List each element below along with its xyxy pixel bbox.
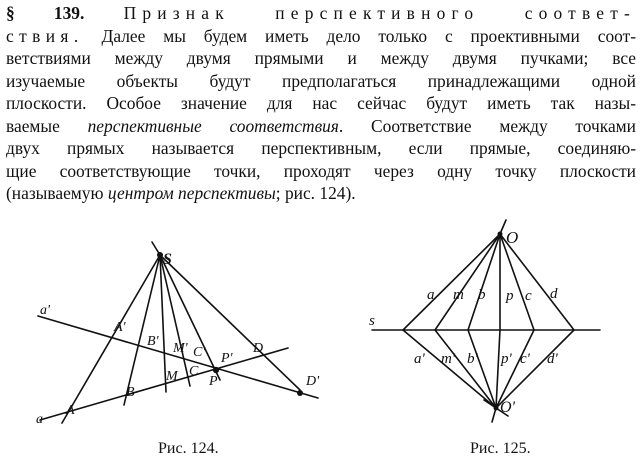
ray-O2-p: [496, 330, 500, 408]
section-number: § 139.: [6, 3, 85, 23]
label-P-prime: P': [221, 351, 233, 366]
label-c: c: [525, 288, 532, 304]
paragraph-line: ветствиями между двумя прямыми и между двумя пучками; все: [6, 48, 636, 68]
label-m: m: [453, 287, 464, 303]
paragraph-text: Далее мы будем иметь дело только с проективными соот-: [83, 25, 636, 46]
ray-O-b: [468, 234, 500, 330]
ray-O-m: [435, 234, 500, 330]
label-a: a: [36, 412, 43, 427]
label-S: S: [163, 251, 172, 268]
label-D-prime: D': [306, 374, 320, 389]
paragraph-text: (называемую: [6, 183, 108, 203]
ray-O-a: [403, 234, 500, 330]
label-c-prime: c': [520, 351, 530, 367]
label-O: O: [506, 228, 519, 247]
label-P: P: [209, 374, 218, 389]
label-a-prime: a': [40, 303, 50, 318]
label-p: p: [506, 288, 514, 304]
paragraph-text: . Соответствие между точками: [338, 115, 636, 136]
paragraph-line: щие соответствующие точки, проходят через одну точку плоскости: [6, 160, 636, 181]
ray-O2-c: [496, 330, 534, 408]
label-a: a: [427, 287, 435, 303]
label-d: d: [550, 286, 558, 302]
label-b: b: [478, 287, 486, 303]
label-C-prime: C': [193, 345, 206, 360]
label-m-prime: m': [441, 351, 456, 367]
caption-fig124: Рис. 124.: [158, 440, 219, 457]
label-s: s: [369, 313, 375, 329]
label-O-prime: O': [500, 399, 515, 416]
label-B-prime: B': [147, 334, 159, 349]
point-O: [498, 232, 503, 237]
paragraph-line: двух прямых называется перспективным, если прямые, соединяю-: [6, 138, 636, 158]
point-O-prime: [494, 406, 499, 411]
section-heading-end: ствия.: [6, 25, 84, 46]
label-C: C: [189, 364, 199, 379]
label-D: D: [253, 341, 264, 356]
term-italic: перспективные соответствия: [87, 115, 339, 136]
ray-O-d: [500, 234, 574, 330]
label-M-prime: M': [173, 341, 188, 356]
paragraph-text: ваемые: [6, 115, 88, 136]
paragraph-text: ; рис. 124).: [275, 183, 356, 203]
label-B: B: [126, 385, 135, 400]
label-A-prime: A': [114, 320, 126, 335]
label-b-prime: b': [467, 351, 478, 367]
ray-O2-m: [435, 330, 496, 408]
term-italic: центром перспективы: [107, 183, 276, 203]
label-d-prime: d': [547, 351, 558, 367]
label-A: A: [66, 403, 75, 418]
section-heading: Признак перспективного соответ-: [123, 3, 636, 23]
label-p-prime: p': [501, 351, 512, 367]
paragraph-line: плоскости. Особое значение для нас сейчас будут иметь так назы-: [6, 93, 636, 113]
ray-O2-d: [496, 330, 574, 408]
ray-O-c: [500, 234, 534, 330]
label-M: M: [166, 369, 178, 384]
label-a-prime: a': [414, 351, 425, 367]
paragraph-line: изучаемые объекты будут предполагаться принадлежащими одной: [6, 70, 636, 91]
caption-fig125: Рис. 125.: [470, 440, 531, 457]
